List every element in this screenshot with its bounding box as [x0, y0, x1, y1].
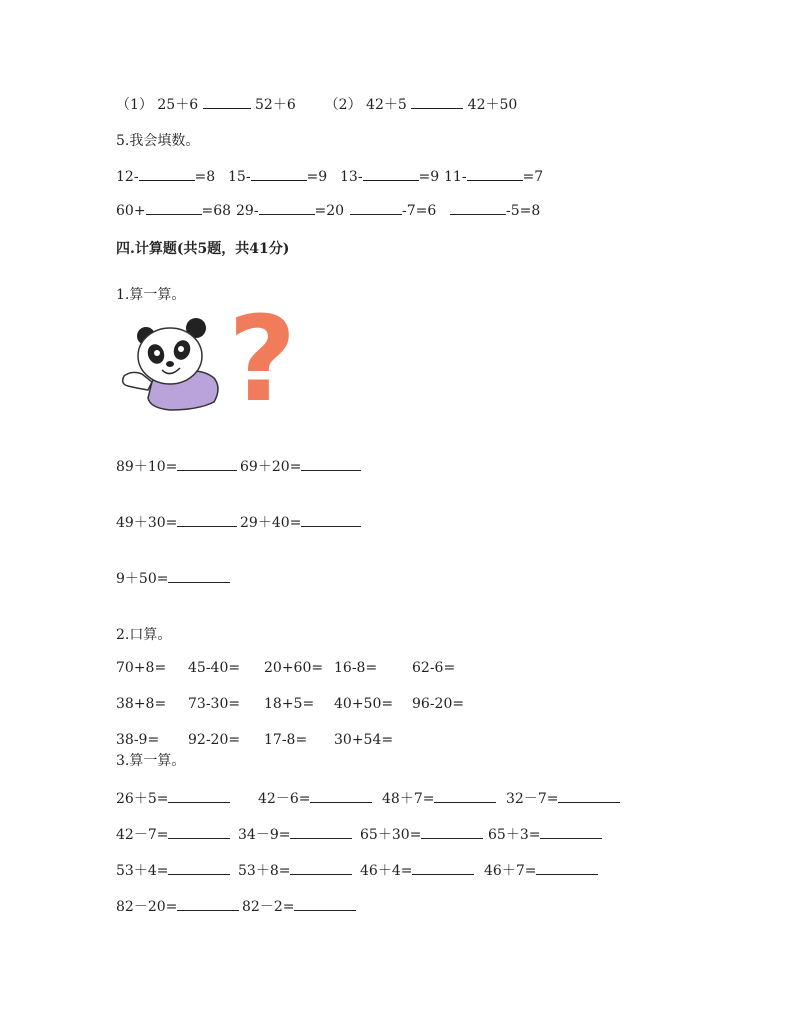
calc-item: [382, 788, 496, 808]
calc-item: [242, 896, 356, 916]
fill-item: [116, 166, 215, 185]
answer-blank[interactable]: [168, 568, 230, 583]
calc-expr: 34－9=: [238, 827, 291, 843]
oral-item: 18+5=: [264, 696, 315, 712]
answer-blank[interactable]: [558, 788, 620, 803]
oral-item: 62-6=: [412, 660, 456, 676]
oral-item: 92-20=: [188, 732, 241, 748]
question-mark-icon: ?: [228, 290, 297, 428]
answer-blank[interactable]: [290, 860, 352, 875]
oral-item: 73-30=: [188, 696, 241, 712]
calc-item: [240, 512, 361, 532]
calc-item: [360, 824, 483, 844]
calc-item: [116, 896, 239, 916]
answer-blank[interactable]: [421, 824, 483, 839]
calc-expr: 29＋40=: [240, 515, 302, 531]
fill-pre: 13-: [340, 169, 363, 185]
calc-item: [360, 860, 474, 880]
answer-blank[interactable]: [434, 788, 496, 803]
answer-blank[interactable]: [412, 860, 474, 875]
fill-post: =7: [522, 169, 544, 185]
oral-item: 17-8=: [264, 732, 308, 748]
calc-expr: 46＋4=: [360, 863, 413, 879]
fill-post: =68: [201, 203, 232, 219]
calc-item: [116, 456, 237, 476]
oral-item: 45-40=: [188, 660, 241, 676]
fill-blank[interactable]: [467, 166, 523, 181]
calc-expr: 53＋4=: [116, 863, 169, 879]
compare-right-2: 42＋50: [467, 97, 518, 113]
calc-expr: 9＋50=: [116, 571, 169, 587]
answer-blank[interactable]: [177, 456, 237, 471]
calc-item: [506, 788, 620, 808]
answer-blank[interactable]: [290, 824, 352, 839]
answer-blank[interactable]: [177, 512, 237, 527]
fill-item: [350, 200, 436, 219]
calc-expr: 82－20=: [116, 899, 178, 915]
fill-item: [228, 166, 327, 185]
oral-item: 16-8=: [334, 660, 378, 676]
oral-item: 38-9=: [116, 732, 160, 748]
compare-blank-2[interactable]: [411, 94, 463, 109]
calc-item: [238, 824, 352, 844]
oral-item: 40+50=: [334, 696, 394, 712]
calc-item: [488, 824, 602, 844]
fill-pre: 15-: [228, 169, 251, 185]
calc-expr: 69＋20=: [240, 459, 302, 475]
answer-blank[interactable]: [301, 512, 361, 527]
fill-post: -7=6: [402, 203, 437, 219]
answer-blank[interactable]: [536, 860, 598, 875]
fill-post: -5=8: [506, 203, 541, 219]
calc-item: [238, 860, 352, 880]
answer-blank[interactable]: [294, 896, 356, 911]
fill-pre: 12-: [116, 169, 139, 185]
fill-post: =9: [306, 169, 328, 185]
answer-blank[interactable]: [168, 788, 230, 803]
calc-expr: 89＋10=: [116, 459, 178, 475]
s4q3-title: 3.算一算。: [116, 753, 186, 769]
fill-item: [450, 200, 540, 219]
answer-blank[interactable]: [177, 896, 239, 911]
calc-item: [484, 860, 598, 880]
s4q2-title: 2.口算。: [116, 627, 172, 643]
calc-expr: 49＋30=: [116, 515, 178, 531]
fill-blank[interactable]: [251, 166, 307, 181]
calc-expr: 65＋30=: [360, 827, 422, 843]
calc-expr: 42－6=: [258, 791, 311, 807]
calc-item: [116, 788, 230, 808]
fill-pre: 29-: [236, 203, 259, 219]
oral-item: 30+54=: [334, 732, 394, 748]
calc-expr: 42－7=: [116, 827, 169, 843]
fill-item: [116, 200, 231, 219]
calc-item: [258, 788, 372, 808]
calc-expr: 46＋7=: [484, 863, 537, 879]
q5-title: 5.我会填数。: [116, 133, 200, 149]
compare-left-2: 42＋5: [366, 97, 407, 113]
answer-blank[interactable]: [540, 824, 602, 839]
calc-item: [116, 568, 230, 588]
oral-item: 38+8=: [116, 696, 167, 712]
calc-expr: 48＋7=: [382, 791, 435, 807]
oral-item: 20+60=: [264, 660, 324, 676]
calc-expr: 65＋3=: [488, 827, 541, 843]
answer-blank[interactable]: [310, 788, 372, 803]
section-title: 四.计算题(共5题，共41分): [116, 241, 290, 257]
compare-left-1: 25＋6: [157, 97, 199, 113]
calc-item: [116, 512, 237, 532]
calc-item: [240, 456, 361, 476]
compare-label-1: （1）: [116, 97, 153, 113]
compare-blank-1[interactable]: [203, 94, 251, 109]
fill-blank[interactable]: [350, 200, 402, 215]
compare-right-1: 52＋6: [255, 97, 296, 113]
fill-blank[interactable]: [139, 166, 195, 181]
fill-item: [340, 166, 439, 185]
panda-illustration: [118, 316, 230, 416]
oral-item: 96-20=: [412, 696, 465, 712]
answer-blank[interactable]: [168, 824, 230, 839]
fill-blank[interactable]: [146, 200, 202, 215]
calc-expr: 82－2=: [242, 899, 295, 915]
answer-blank[interactable]: [168, 860, 230, 875]
fill-blank[interactable]: [259, 200, 315, 215]
calc-expr: 32－7=: [506, 791, 559, 807]
calc-item: [116, 824, 230, 844]
fill-post: =20: [314, 203, 345, 219]
fill-post: =8: [194, 169, 216, 185]
answer-blank[interactable]: [301, 456, 361, 471]
fill-blank[interactable]: [450, 200, 506, 215]
s4q1-title: 1.算一算。: [116, 287, 186, 303]
fill-item: [444, 166, 543, 185]
compare-label-2: （2）: [324, 97, 362, 113]
calc-expr: 26＋5=: [116, 791, 169, 807]
calc-expr: 53＋8=: [238, 863, 291, 879]
calc-item: [116, 860, 230, 880]
fill-pre: 11-: [444, 169, 467, 185]
compare-row: [116, 94, 517, 114]
fill-blank[interactable]: [363, 166, 419, 181]
fill-post: =9: [418, 169, 440, 185]
oral-item: 70+8=: [116, 660, 167, 676]
fill-pre: 60+: [116, 203, 146, 219]
fill-item: [236, 200, 344, 219]
